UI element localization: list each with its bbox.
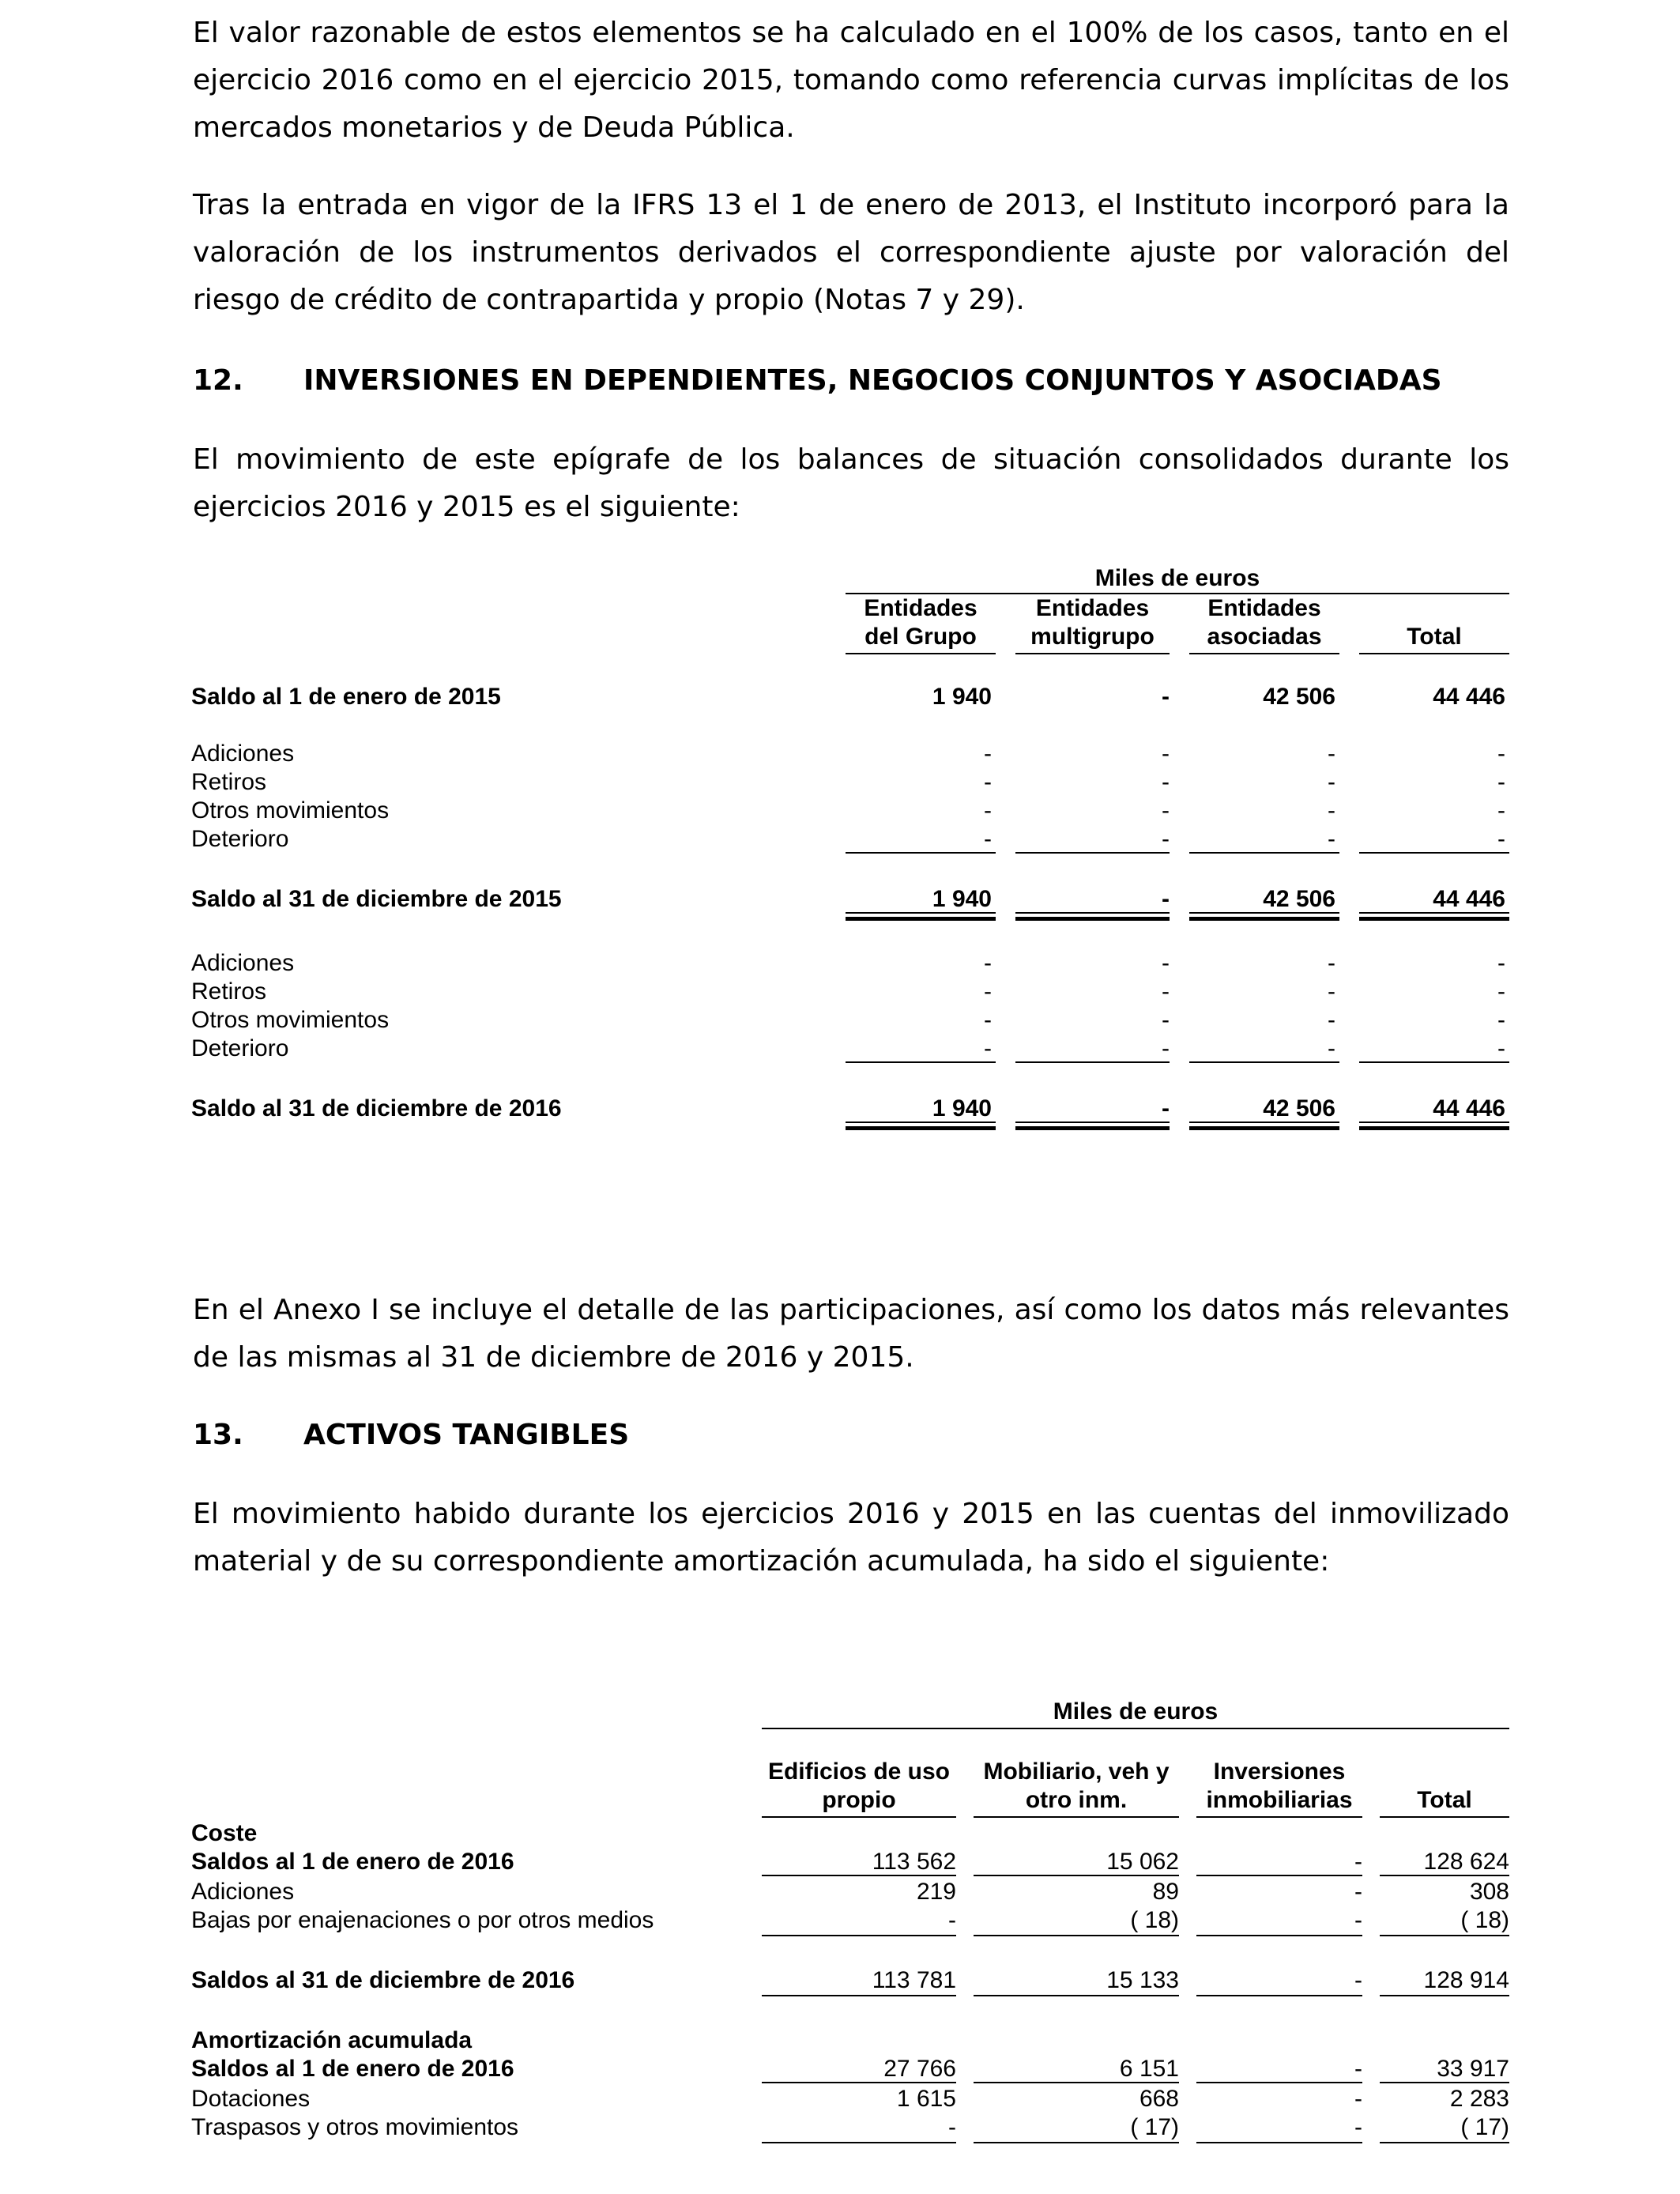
subtotal-rule [1359, 852, 1509, 854]
header-cell: propio [822, 1787, 896, 1813]
section-number: 12. [193, 364, 243, 397]
total-rule [846, 1122, 996, 1123]
cell: 44 446 [1433, 1095, 1505, 1122]
total-rule [846, 912, 996, 914]
cell: 44 446 [1433, 886, 1505, 912]
row-rule [974, 1935, 1179, 1936]
total-double-rule [1359, 1126, 1509, 1130]
row-rule [974, 1875, 1179, 1876]
cell: - [1162, 797, 1170, 824]
total-rule [1359, 1122, 1509, 1123]
subtotal-rule [1189, 1061, 1339, 1063]
header-underline [762, 1816, 956, 1818]
row-label: Dotaciones [191, 2086, 311, 2112]
cell: - [984, 950, 992, 976]
cell: - [984, 826, 992, 852]
header-underline [974, 1816, 1179, 1818]
header-cell: del Grupo [864, 624, 977, 650]
row-label: Saldos al 1 de enero de 2016 [191, 1849, 514, 1875]
row-label: Saldo al 31 de diciembre de 2016 [191, 1095, 562, 1122]
cell: - [1328, 741, 1335, 767]
header-underline [1196, 1816, 1362, 1818]
cell: 1 940 [932, 886, 992, 912]
total-rule [1189, 912, 1339, 914]
cell: - [1354, 2086, 1362, 2112]
row-rule [1196, 1995, 1362, 1996]
row-label: Bajas por enajenaciones o por otros medios [191, 1907, 654, 1933]
cell: 42 506 [1263, 1095, 1335, 1122]
header-cell: Entidades [864, 595, 977, 621]
cell: 128 914 [1423, 1967, 1509, 1993]
section-title: INVERSIONES EN DEPENDIENTES, NEGOCIOS CONJUNTOS Y ASOCIADAS [303, 364, 1442, 397]
cell: - [948, 2114, 956, 2140]
total-rule [1189, 1122, 1339, 1123]
paragraph-tangible-intro: El movimiento habido durante los ejercicios 2016 y 2015 en las cuentas del inmovilizado material y de su correspondiente amortización acumulada, ha sido el siguiente: [193, 1498, 1509, 1578]
cell: - [1328, 950, 1335, 976]
row-rule [974, 2142, 1179, 2143]
header-cell: asociadas [1207, 624, 1322, 650]
row-rule [762, 2082, 956, 2083]
total-rule [1015, 1122, 1170, 1123]
cell: - [1162, 684, 1170, 710]
cell: ( 17) [1130, 2114, 1179, 2140]
total-rule [1359, 912, 1509, 914]
row-label: Retiros [191, 769, 267, 795]
cell: 113 562 [872, 1849, 956, 1875]
cell: - [984, 978, 992, 1005]
subtotal-rule [1359, 1061, 1509, 1063]
cell: - [1497, 826, 1505, 852]
section-number: 13. [193, 1419, 243, 1451]
row-label: Deterioro [191, 1035, 289, 1061]
subtotal-rule [1015, 1061, 1170, 1063]
row-label: Traspasos y otros movimientos [191, 2114, 519, 2140]
total-double-rule [846, 1126, 996, 1130]
cell: - [1354, 1967, 1362, 1993]
cell: 27 766 [883, 2056, 956, 2082]
cell: - [1354, 2056, 1362, 2082]
cell: - [1497, 950, 1505, 976]
cell: - [1162, 769, 1170, 795]
row-rule [1196, 2142, 1362, 2143]
row-rule [974, 2082, 1179, 2083]
row-label: Deterioro [191, 826, 289, 852]
cell: 668 [1139, 2086, 1179, 2112]
cell: 44 446 [1433, 684, 1505, 710]
total-double-rule [1189, 917, 1339, 921]
paragraph-movement-intro: El movimiento de este epígrafe de los balances de situación consolidados durante los ejercicios 2016 y 2015 es el siguiente: [193, 443, 1509, 523]
cell: - [1497, 797, 1505, 824]
cell: 42 506 [1263, 684, 1335, 710]
cell: - [1328, 1007, 1335, 1033]
cell: - [984, 769, 992, 795]
cell: 15 062 [1106, 1849, 1179, 1875]
cell: 113 781 [872, 1967, 956, 1993]
row-label: Saldo al 31 de diciembre de 2015 [191, 886, 562, 912]
total-double-rule [1189, 1126, 1339, 1130]
cell: 6 151 [1119, 2056, 1179, 2082]
total-double-rule [1015, 1126, 1170, 1130]
cell: 1 940 [932, 1095, 992, 1122]
cell: 42 506 [1263, 886, 1335, 912]
row-label: Otros movimientos [191, 797, 390, 824]
cell: ( 17) [1460, 2114, 1509, 2140]
row-rule [762, 1935, 956, 1936]
cell: - [1497, 1035, 1505, 1061]
header-underline [1359, 653, 1509, 654]
cell: - [1162, 886, 1170, 912]
cell: - [1328, 797, 1335, 824]
cell: - [1497, 978, 1505, 1005]
cell: - [1162, 741, 1170, 767]
row-label: Adiciones [191, 1879, 295, 1905]
header-cell: Edificios de uso [767, 1759, 951, 1785]
row-rule [1196, 2082, 1362, 2083]
header-underline [846, 653, 996, 654]
cell: - [984, 1007, 992, 1033]
cell: - [1328, 1035, 1335, 1061]
cell: - [1328, 826, 1335, 852]
row-rule [1196, 1875, 1362, 1876]
subtotal-rule [1015, 852, 1170, 854]
row-label: Retiros [191, 978, 267, 1005]
row-rule [1380, 2142, 1509, 2143]
header-underline [1189, 653, 1339, 654]
cell: 15 133 [1106, 1967, 1179, 1993]
cell: ( 18) [1130, 1907, 1179, 1933]
total-double-rule [846, 917, 996, 921]
row-label: Saldos al 31 de diciembre de 2016 [191, 1967, 575, 1993]
cell: - [1497, 741, 1505, 767]
cell: - [1354, 1849, 1362, 1875]
cell: - [948, 1907, 956, 1933]
cell: - [1328, 978, 1335, 1005]
row-rule [1196, 1935, 1362, 1936]
cell: - [1354, 1879, 1362, 1905]
cell: - [1354, 1907, 1362, 1933]
total-rule [1015, 912, 1170, 914]
cell: - [1328, 769, 1335, 795]
cell: 128 624 [1423, 1849, 1509, 1875]
header-underline [1380, 1816, 1509, 1818]
row-rule [762, 1995, 956, 1996]
paragraph-ifrs13: Tras la entrada en vigor de la IFRS 13 el 1 de enero de 2013, el Instituto incorporó para la valoración de los instrumentos derivados el correspondiente ajuste por valoración del riesgo de crédito de contrapartida y propio (Notas 7 y 29). [193, 189, 1509, 316]
header-rule [762, 1728, 1509, 1729]
row-rule [974, 1995, 1179, 1996]
row-label: Adiciones [191, 950, 295, 976]
row-rule [1380, 1935, 1509, 1936]
cell: 2 283 [1449, 2086, 1509, 2112]
cell: - [984, 797, 992, 824]
cell: 89 [1152, 1879, 1179, 1905]
cell: 33 917 [1437, 2056, 1509, 2082]
subtotal-rule [846, 852, 996, 854]
row-label: Saldos al 1 de enero de 2016 [191, 2056, 514, 2082]
cell: 308 [1469, 1879, 1509, 1905]
paragraph-anexo: En el Anexo I se incluye el detalle de las participaciones, así como los datos más relevantes de las mismas al 31 de diciembre de 2016 y 2015. [193, 1294, 1509, 1374]
cell: - [1497, 1007, 1505, 1033]
cell: 1 940 [932, 684, 992, 710]
cell: - [1162, 1007, 1170, 1033]
header-cell: Total [1407, 624, 1462, 650]
group-label: Coste [191, 1820, 258, 1846]
cell: - [1162, 950, 1170, 976]
cell: 1 615 [896, 2086, 956, 2112]
cell: - [1162, 1035, 1170, 1061]
row-label: Saldo al 1 de enero de 2015 [191, 684, 501, 710]
cell: - [984, 741, 992, 767]
cell: - [984, 1035, 992, 1061]
header-cell: multigrupo [1030, 624, 1155, 650]
subtotal-rule [846, 1061, 996, 1063]
header-cell: inmobiliarias [1206, 1787, 1353, 1813]
header-cell: Mobiliario, veh y [983, 1759, 1170, 1785]
row-rule [762, 2142, 956, 2143]
group-label: Amortización acumulada [191, 2027, 473, 2053]
paragraph-fair-value: El valor razonable de estos elementos se ha calculado en el 100% de los casos, tanto en el ejercicio 2016 como en el ejercicio 2015, tomando como referencia curvas implícitas de los mercados monetarios y de Deuda Pública. [193, 17, 1509, 144]
header-cell: Total [1417, 1787, 1472, 1813]
cell: - [1497, 769, 1505, 795]
section-title: ACTIVOS TANGIBLES [303, 1419, 630, 1451]
header-cell: Entidades [1207, 595, 1321, 621]
row-rule [1380, 2082, 1509, 2083]
cell: - [1162, 826, 1170, 852]
header-cell: Entidades [1035, 595, 1150, 621]
header-cell: otro inm. [1025, 1787, 1128, 1813]
subtotal-rule [1189, 852, 1339, 854]
total-double-rule [1015, 917, 1170, 921]
table-units: Miles de euros [1053, 1698, 1219, 1725]
cell: 219 [916, 1879, 956, 1905]
total-double-rule [1359, 917, 1509, 921]
row-rule [1380, 1875, 1509, 1876]
cell: - [1162, 978, 1170, 1005]
cell: - [1162, 1095, 1170, 1122]
row-rule [1380, 1995, 1509, 1996]
header-underline [1015, 653, 1170, 654]
cell: - [1354, 2114, 1362, 2140]
row-rule [762, 1875, 956, 1876]
row-label: Otros movimientos [191, 1007, 390, 1033]
header-cell: Inversiones [1213, 1759, 1346, 1785]
table-units: Miles de euros [1094, 565, 1260, 591]
cell: ( 18) [1460, 1907, 1509, 1933]
row-label: Adiciones [191, 741, 295, 767]
